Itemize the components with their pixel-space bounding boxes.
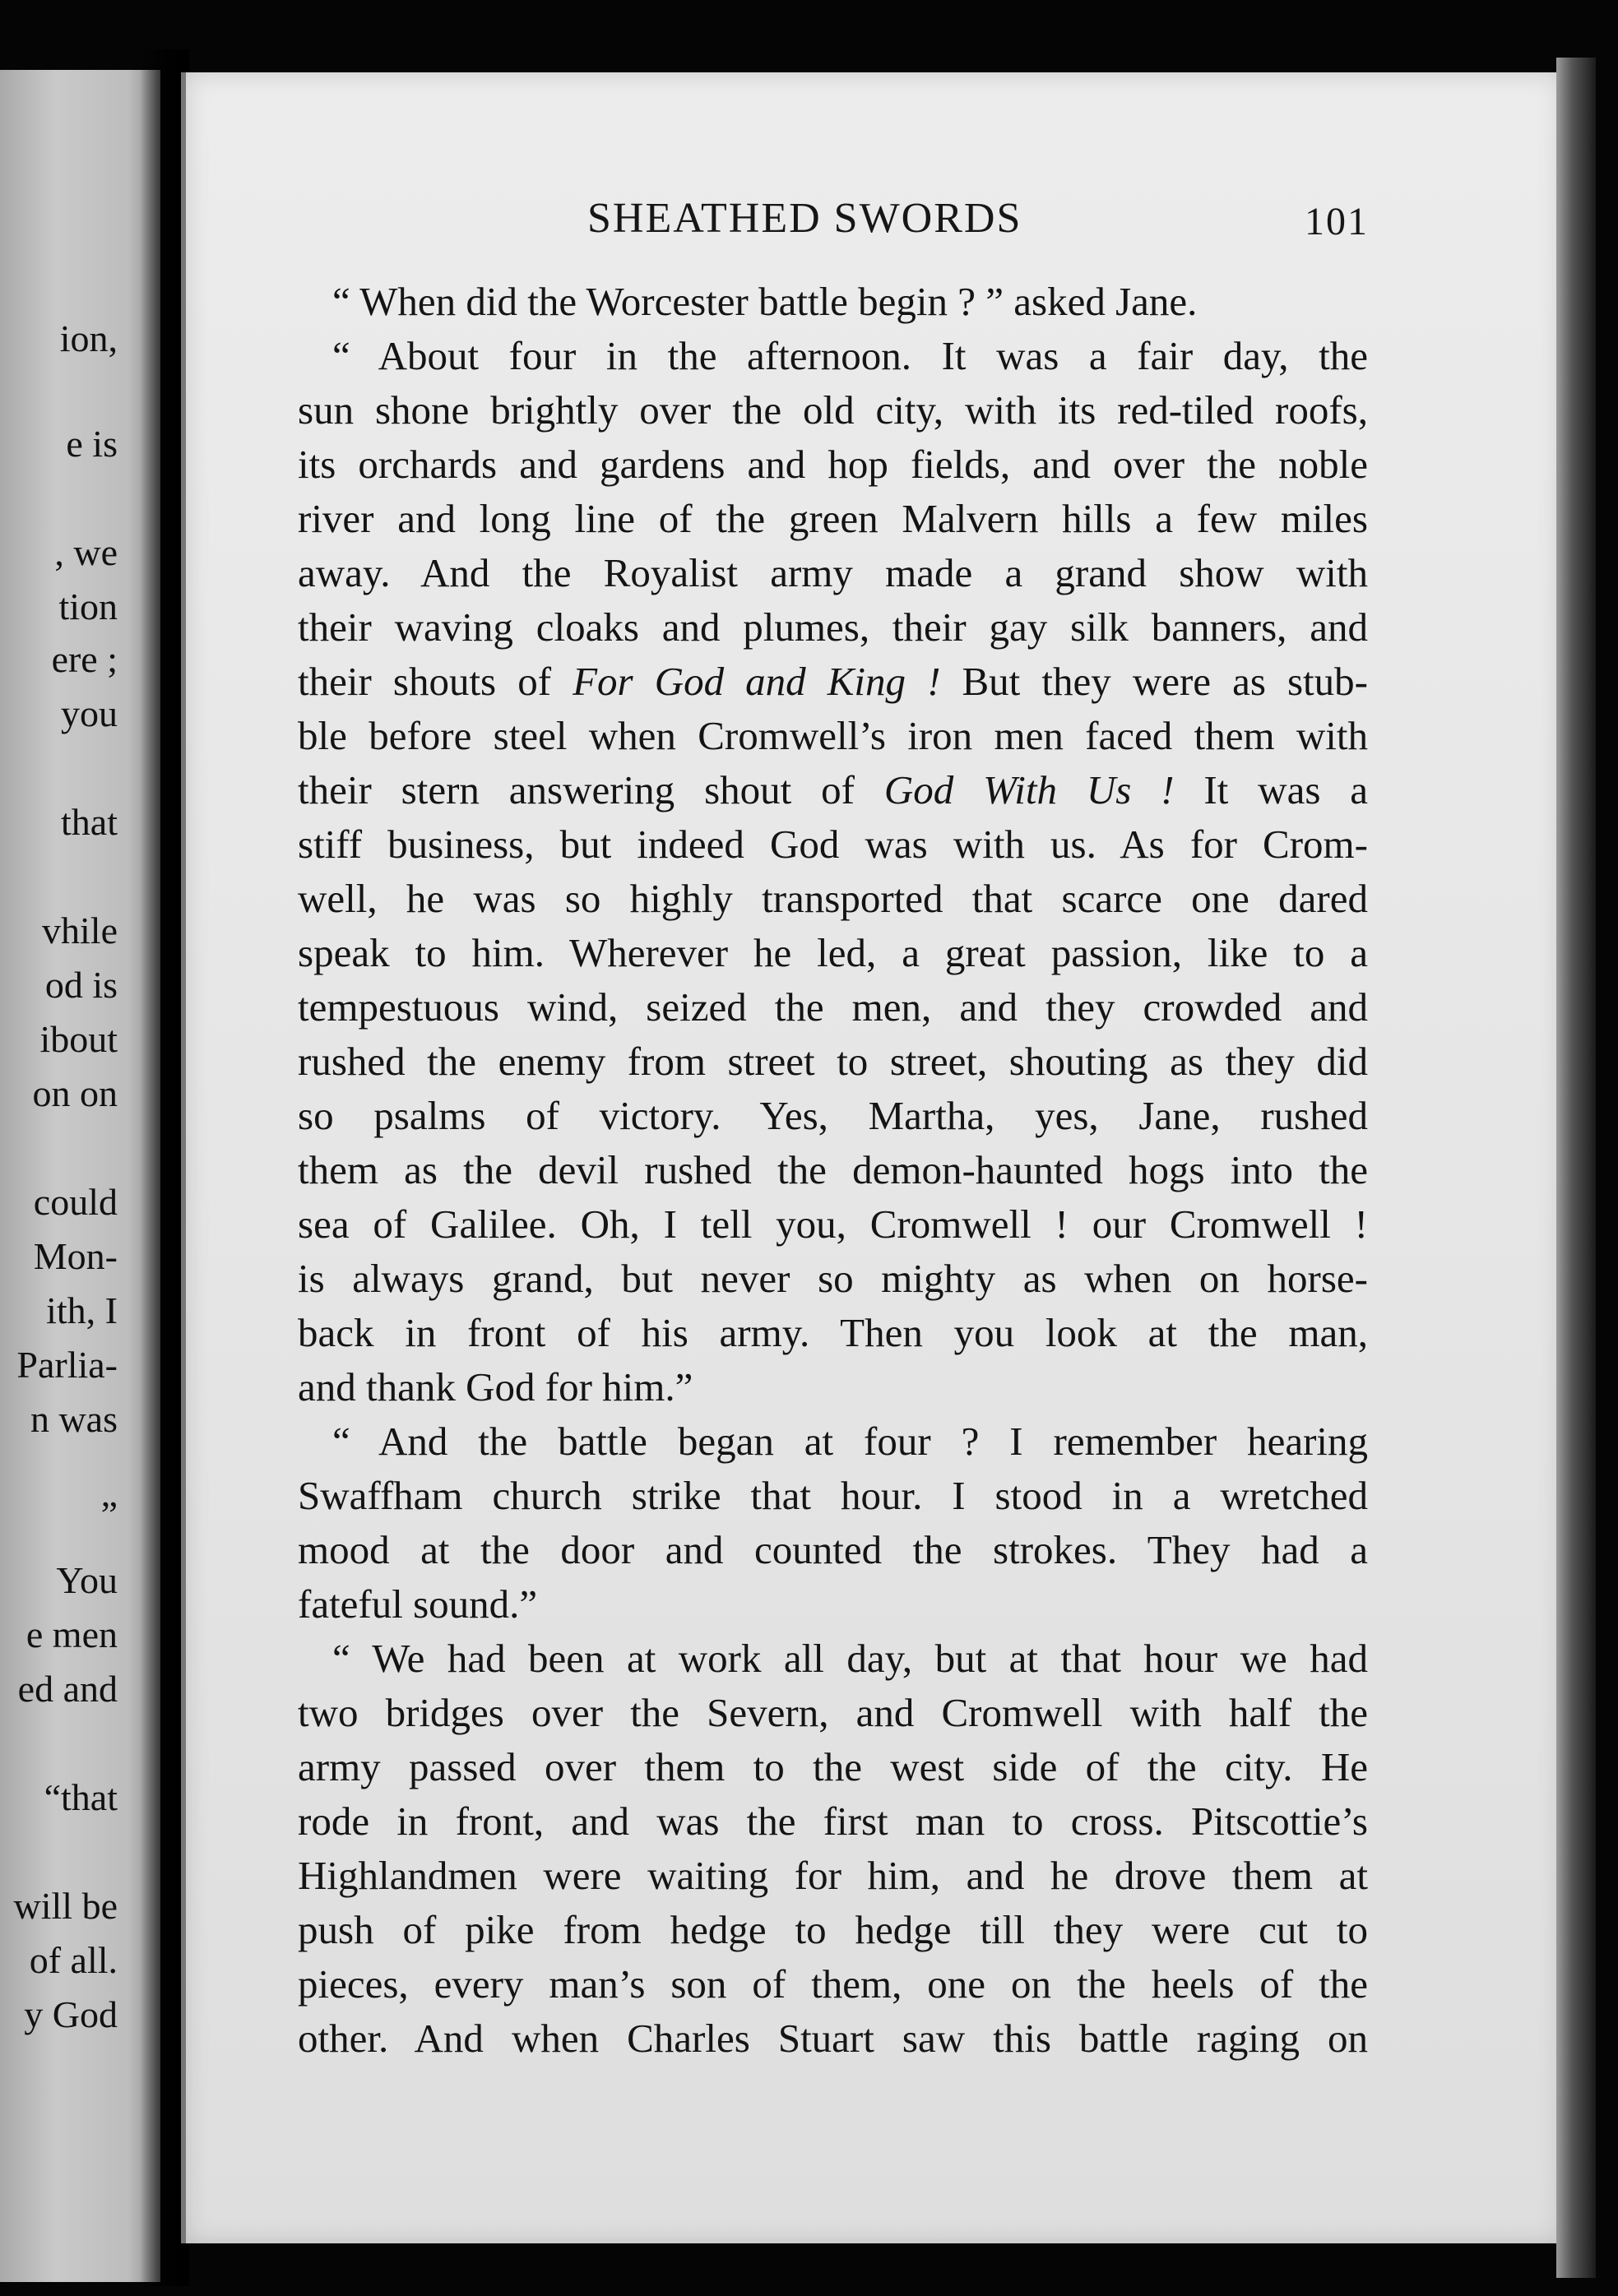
text-line: rushed the enemy from street to street, shouting as they did [298,1039,1368,1084]
facing-page-line: vhile [42,910,118,951]
text-segment: But they were as stub- [962,659,1368,704]
text-line: tempestuous wind, seized the men, and they crowded and [298,984,1368,1030]
facing-page-line: , we [54,531,118,573]
text-line: two bridges over the Severn, and Cromwell with half the [298,1690,1368,1735]
facing-page-line: ed and [17,1668,118,1710]
facing-page-line: ” [100,1493,118,1535]
facing-page-line: you [61,692,118,734]
facing-page-line: of all. [29,1939,118,1981]
text-line: “ About four in the afternoon. It was a fair day, the [332,333,1368,378]
text-segment: their stern answering shout of [298,767,855,812]
facing-page-line: ion, [59,317,118,359]
text-line: fateful sound.” [298,1581,538,1627]
text-segment: It was a [1203,767,1369,812]
facing-page-line: tion [58,586,118,627]
text-line: rode in front, and was the first man to cross. Pitscottie’s [298,1798,1368,1844]
body-text [298,275,1368,2066]
text-line: stiff business, but indeed God was with us. As for Crom- [298,822,1368,867]
text-line-mixed [298,763,1368,817]
running-head [186,194,1561,243]
text-line: pieces, every man’s son of them, one on the heels of the [298,1961,1368,2007]
facing-page-line: You [56,1559,118,1601]
facing-page-line: that [61,801,118,843]
text-line: ble before steel when Cromwell’s iron men faced them with [298,713,1368,758]
text-line: Swaffham church strike that hour. I stood in a wretched [298,1473,1368,1518]
text-line: well, he was so highly transported that scarce one dared [298,876,1368,921]
text-line: them as the devil rushed the demon-haunted hogs into the [298,1147,1368,1192]
facing-page-line: od is [44,964,118,1006]
facing-page-line: Parlia- [16,1344,118,1386]
text-line: away. And the Royalist army made a grand show with [298,550,1368,595]
facing-page-line: e is [66,423,118,465]
facing-page-line: could [33,1181,118,1223]
page-number: 101 [1305,200,1369,243]
italic-phrase: For God and King ! [573,659,941,704]
text-line: Highlandmen were waiting for him, and he drove them at [298,1853,1368,1898]
text-line: is always grand, but never so mighty as when on horse- [298,1256,1368,1301]
facing-page-line: y God [24,1993,118,2035]
text-line: speak to him. Wherever he led, a great passion, like to a [298,930,1368,975]
facing-page-line: will be [13,1885,118,1927]
italic-phrase: God With Us ! [883,767,1175,812]
facing-page-line: n was [30,1398,118,1440]
page-edge-shadow [1556,58,1596,2278]
facing-page-line: “that [44,1776,118,1818]
text-line: push of pike from hedge to hedge till they were cut to [298,1907,1368,1952]
text-segment: their shouts of [298,659,552,704]
text-line: their waving cloaks and plumes, their gay silk banners, and [298,604,1368,650]
text-line: back in front of his army. Then you look at the man, [298,1310,1368,1355]
text-line: “ We had been at work all day, but at that hour we had [332,1636,1368,1681]
text-line-mixed [298,655,1368,709]
running-title: SHEATHED SWORDS [587,195,1022,242]
text-line: mood at the door and counted the strokes. They had a [298,1527,1368,1572]
facing-page-line: Mon- [33,1235,118,1277]
facing-page-line: ibout [39,1018,118,1060]
text-line: so psalms of victory. Yes, Martha, yes, Jane, rushed [298,1093,1368,1138]
facing-page-line: on on [32,1072,118,1114]
text-line: sun shone brightly over the old city, with its red-tiled roofs, [298,387,1368,433]
text-line: sea of Galilee. Oh, I tell you, Cromwell ! our Cromwell ! [298,1201,1368,1247]
facing-page-line: e men [25,1613,118,1655]
text-line: “ When did the Worcester battle begin ? ” asked Jane. [332,279,1198,324]
facing-page-fragment [0,70,160,2282]
text-line: “ And the battle began at four ? I remember hearing [332,1419,1368,1464]
facing-page-line: ere ; [51,638,118,680]
text-line: army passed over them to the west side of the city. He [298,1744,1368,1789]
text-line: other. And when Charles Stuart saw this battle raging on [298,2016,1368,2061]
text-line: its orchards and gardens and hop fields, and over the noble [298,442,1368,487]
text-line: and thank God for him.” [298,1364,693,1410]
text-line: river and long line of the green Malvern hills a few miles [298,496,1368,541]
book-page [181,72,1561,2243]
facing-page-line: ith, I [46,1289,118,1331]
